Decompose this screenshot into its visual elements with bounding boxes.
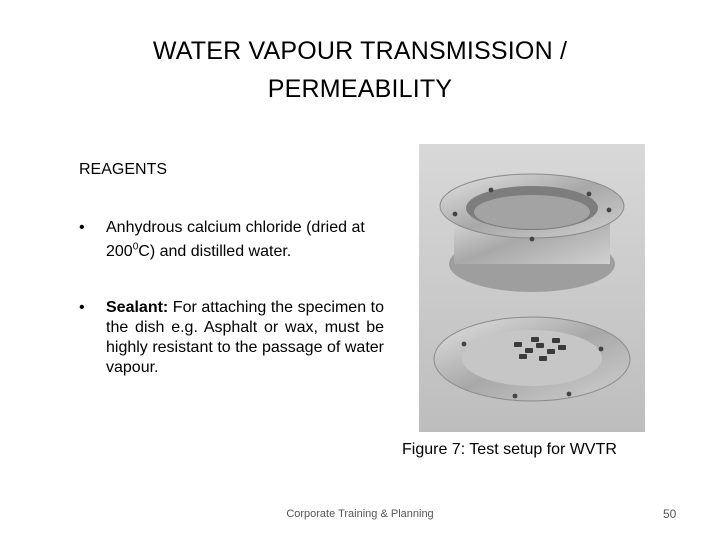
bullet-item-reagent	[79, 218, 384, 262]
figure-caption	[402, 441, 617, 459]
section-heading: REAGENTS	[79, 161, 168, 178]
figure-label: Figure 7	[402, 441, 461, 458]
figure-text: : Test setup for WVTR	[460, 441, 617, 458]
bullet-icon: •	[79, 219, 85, 236]
title-line-2: PERMEABILITY	[267, 75, 453, 103]
bullet-description: For attaching the specimen to the dish e.g. Asphalt or wax, must be highly resistant to the passage of water vapour.	[106, 299, 384, 377]
degree-superscript: 0	[132, 242, 139, 253]
page-number: 50	[663, 507, 677, 521]
bullet-label: Sealant:	[106, 299, 169, 317]
test-setup-photo	[419, 144, 645, 432]
bullet-item-sealant	[79, 298, 384, 378]
bullet-text	[106, 299, 384, 376]
bullet-text-part: C) and distilled water.	[138, 243, 292, 261]
slide-title	[90, 32, 630, 108]
slide-footer: Corporate Training & Planning	[286, 508, 434, 520]
bullet-icon: •	[79, 299, 85, 317]
title-line-1: WATER VAPOUR TRANSMISSION /	[152, 37, 568, 65]
bullet-text-part: Anhydrous calcium chloride (dried at 200	[106, 219, 365, 261]
bullet-list	[79, 218, 384, 414]
bullet-text	[106, 219, 365, 260]
